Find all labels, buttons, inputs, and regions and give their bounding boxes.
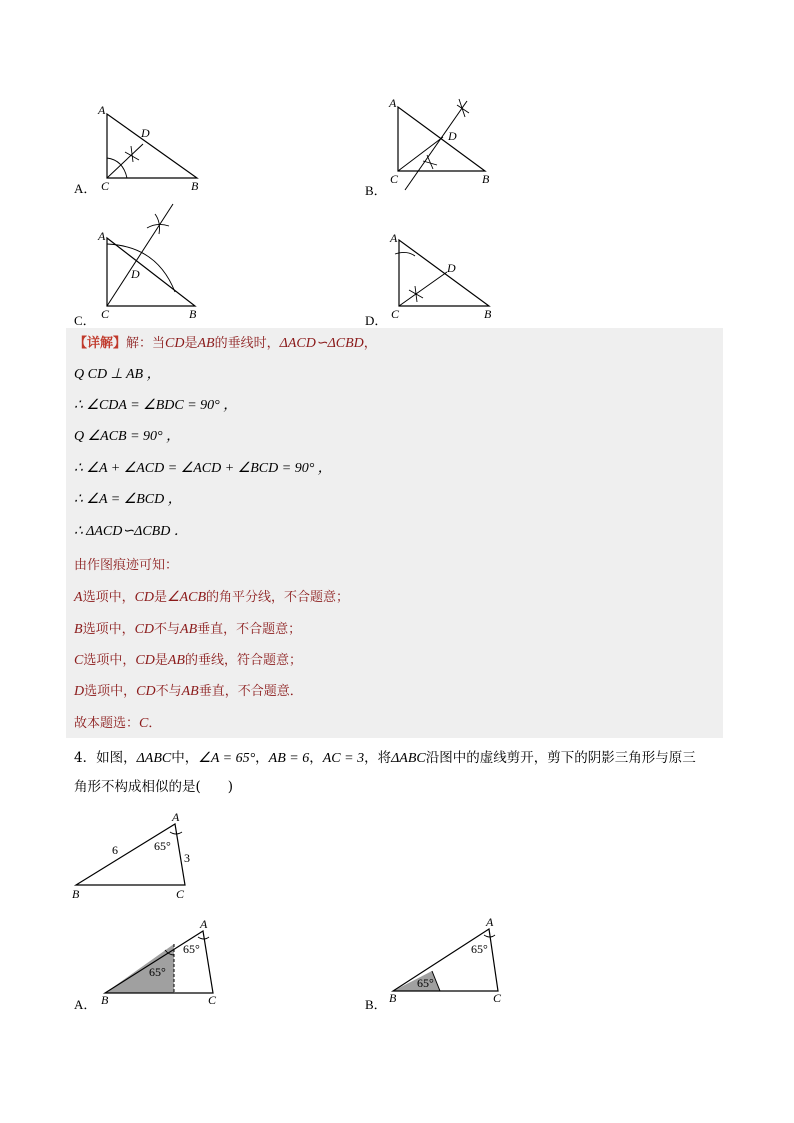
- solution-line-11: C选项中，CD是AB的垂线，符合题意；: [74, 653, 302, 668]
- q4b-point-a: A: [486, 915, 494, 929]
- q4a-point-a: A: [200, 917, 208, 931]
- option-b-point-a: A: [389, 96, 397, 110]
- solution-line-9: A选项中，CD是∠ACB的角平分线，不合题意；: [74, 590, 350, 605]
- q4b-angle-2: 65°: [417, 976, 434, 990]
- q4b-angle-1: 65°: [471, 942, 488, 956]
- fig-side-ab: 6: [112, 843, 118, 857]
- solution-line-4: Q ∠ACB = 90° ，: [74, 429, 181, 444]
- option-d-label[interactable]: D．: [365, 313, 388, 328]
- solution-line-8: 由作图痕迹可知：: [74, 558, 179, 573]
- solution-line-7: ∴ ΔACD∽ΔCBD ．: [74, 524, 188, 539]
- q4b-point-b: B: [389, 991, 397, 1005]
- option-b-point-b: B: [482, 172, 490, 186]
- option-c-point-a: A: [98, 229, 106, 243]
- option-a-point-b: B: [191, 179, 199, 193]
- solution-line-2: Q CD ⊥ AB ，: [74, 367, 161, 382]
- option-b-point-d: D: [448, 129, 457, 143]
- fig-angle-a: 65°: [154, 839, 171, 853]
- option-c-point-b: B: [189, 307, 197, 320]
- q4b-point-c: C: [493, 991, 502, 1005]
- solution-line-12: D选项中，CD不与AB垂直，不合题意．: [74, 684, 303, 699]
- solution-tag: 【详解】: [74, 336, 127, 351]
- option-c-label[interactable]: C．: [74, 313, 96, 328]
- option-c-point-c: C: [101, 307, 110, 320]
- solution-line-6: ∴ ∠A = ∠BCD ，: [74, 492, 182, 507]
- q4-option-a-figure: [95, 915, 230, 1010]
- option-a-point-c: C: [101, 179, 110, 193]
- solution-line-13: 故本题选：C．: [74, 716, 162, 731]
- option-a-point-a: A: [98, 103, 106, 117]
- fig-point-a: A: [172, 810, 180, 824]
- fig-side-ac: 3: [184, 851, 190, 865]
- option-d-point-b: B: [484, 307, 492, 321]
- solution-line-5: ∴ ∠A + ∠ACD = ∠ACD + ∠BCD = 90° ，: [74, 461, 332, 476]
- question-4-figure: [70, 810, 210, 905]
- option-c-point-d: D: [131, 267, 140, 281]
- q4a-point-c: C: [208, 993, 217, 1007]
- q4-option-a-label[interactable]: A．: [74, 997, 97, 1012]
- solution-line-1: 【详解】解：当CD是AB的垂线时，ΔACD∽ΔCBD，: [74, 336, 377, 351]
- option-a-figure: [95, 100, 215, 195]
- option-b-point-c: C: [390, 172, 399, 186]
- option-d-point-a: A: [390, 231, 398, 245]
- q4-option-b-figure: [385, 915, 515, 1010]
- option-b-label[interactable]: B．: [365, 183, 387, 198]
- question-4-line-1: 4．如图，ΔABC中，∠A = 65°，AB = 6，AC = 3，将ΔABC沿图中的虚线剪开，剪下的阴影三角形与原三: [74, 750, 696, 766]
- option-d-figure: [385, 228, 505, 323]
- question-4-line-2: 角形不构成相似的是( ): [74, 779, 234, 795]
- q4-option-b-label[interactable]: B．: [365, 997, 387, 1012]
- q4a-angle-2: 65°: [149, 965, 166, 979]
- option-b-figure: [385, 95, 505, 195]
- solution-line-10: B选项中，CD不与AB垂直，不合题意；: [74, 622, 302, 637]
- option-d-point-d: D: [447, 261, 456, 275]
- q4a-angle-1: 65°: [183, 942, 200, 956]
- option-a-point-d: D: [141, 126, 150, 140]
- fig-point-c: C: [176, 887, 185, 901]
- option-c-figure: [95, 200, 215, 320]
- fig-point-b: B: [72, 887, 80, 901]
- solution-line-3: ∴ ∠CDA = ∠BDC = 90° ，: [74, 398, 238, 413]
- option-a-label[interactable]: A．: [74, 181, 97, 196]
- option-d-point-c: C: [391, 307, 400, 321]
- q4a-point-b: B: [101, 993, 109, 1007]
